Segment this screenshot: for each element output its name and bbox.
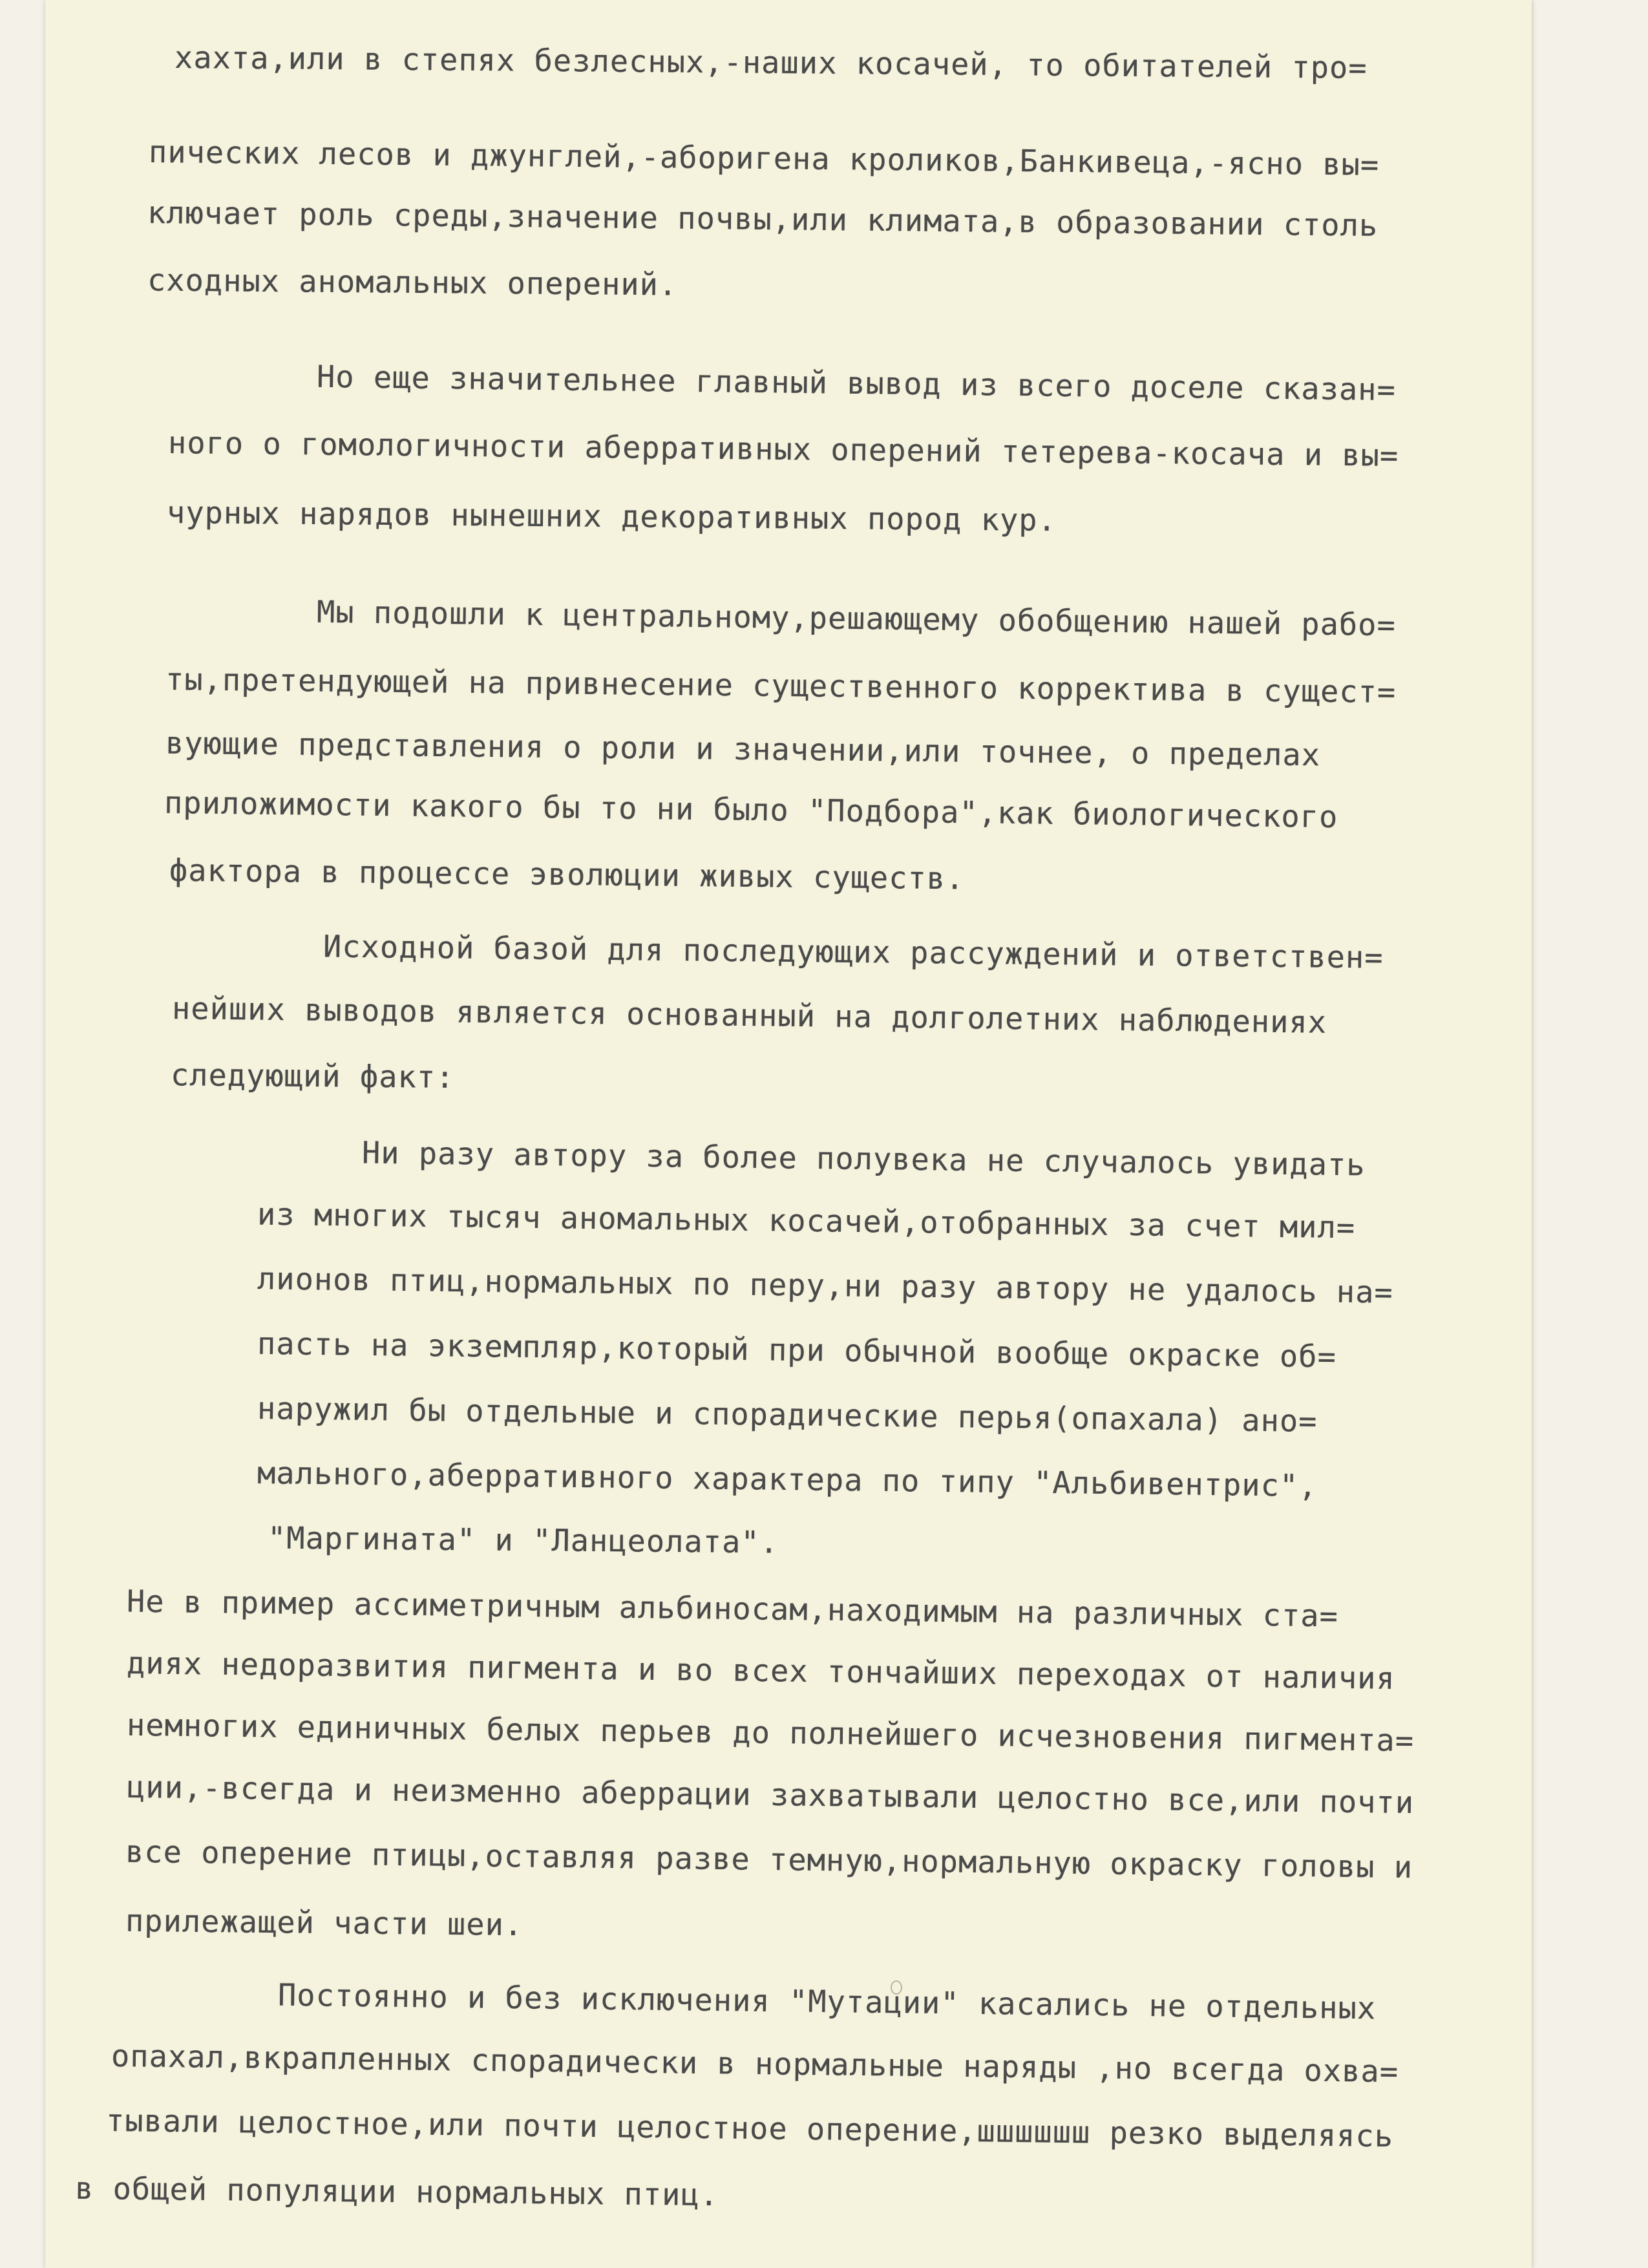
text-line: Ни разу автору за более полувека не случалось увидать — [361, 1135, 1366, 1183]
text-line: чурных нарядов нынешних декоративных пород кур. — [166, 494, 1057, 539]
text-line: опахал,вкрапленных спорадически в нормальные наряды ,но всегда охва= — [111, 2038, 1399, 2090]
text-line: Постоянно и без исключения "Мутации" касались не отдельных — [277, 1977, 1377, 2027]
text-line: прилежащей части шеи. — [125, 1903, 523, 1944]
text-line: нейших выводов является основанный на долголетних наблюдениях — [171, 991, 1327, 1041]
text-line: "Маргината" и "Ланцеолата". — [267, 1520, 779, 1561]
text-line: наружил бы отдельные и спорадические перья(опахала) ано= — [257, 1390, 1318, 1440]
text-line: пасть на экземпляр,который при обычной вообще окраске об= — [257, 1326, 1337, 1375]
text-line: лионов птиц,нормальных по перу,ни разу автору не удалось на= — [257, 1261, 1394, 1311]
text-line: Не в пример ассиметричным альбиносам,находимым на различных ста= — [126, 1584, 1339, 1635]
text-line: Исходной базой для последующих рассуждений и ответствен= — [322, 929, 1384, 976]
text-line: хахта,или в степях безлесных,-наших косачей, то обитателей тро= — [174, 39, 1368, 87]
text-line: ции,-всегда и неизменно аберрации захватывали целостно все,или почти — [126, 1769, 1415, 1821]
text-line: диях недоразвития пигмента и во всех тончайших переходах от наличия — [126, 1646, 1396, 1697]
text-line: вующие представления о роли и значении,или точнее, о пределах — [165, 725, 1321, 774]
text-line: из многих тысяч аномальных косачей,отобранных за счет мил= — [257, 1196, 1356, 1246]
text-line: Мы подошли к центральному,решающему обобщению нашей рабо= — [316, 594, 1397, 644]
text-line: приложимости какого бы то ни было "Подбора",как биологического — [164, 785, 1338, 836]
text-line: пических лесов и джунглей,-аборигена кроликов,Банкивеца,-ясно вы= — [148, 134, 1380, 183]
paper-pinhole-mark — [891, 1980, 902, 1995]
text-line: сходных аномальных оперений. — [147, 262, 678, 303]
text-line: мального,аберративного характера по типу "Альбивентрис", — [257, 1455, 1318, 1505]
text-line: Но еще значительнее главный вывод из всего доселе сказан= — [316, 359, 1397, 408]
text-line: фактора в процессе эволюции живых существ. — [169, 853, 965, 897]
text-line: ты,претендующей на привнесение существенного корректива в сущест= — [165, 662, 1397, 710]
text-line: следующий факт: — [170, 1057, 455, 1096]
text-line: все оперение птицы,оставляя разве темную,нормальную окраску головы и — [125, 1834, 1413, 1886]
text-line: тывали целостное,или почти целостное оперение,шшшшшш резко выделяясь — [105, 2103, 1394, 2155]
text-line: в общей популяции нормальных птиц. — [74, 2170, 719, 2214]
text-line: немногих единичных белых перьев до полнейшего исчезновения пигмента= — [126, 1707, 1415, 1759]
text-line: ного о гомологичности аберративных оперений тетерева-косача и вы= — [167, 425, 1399, 474]
text-line: ключает роль среды,значение почвы,или климата,в образовании столь — [147, 195, 1379, 244]
